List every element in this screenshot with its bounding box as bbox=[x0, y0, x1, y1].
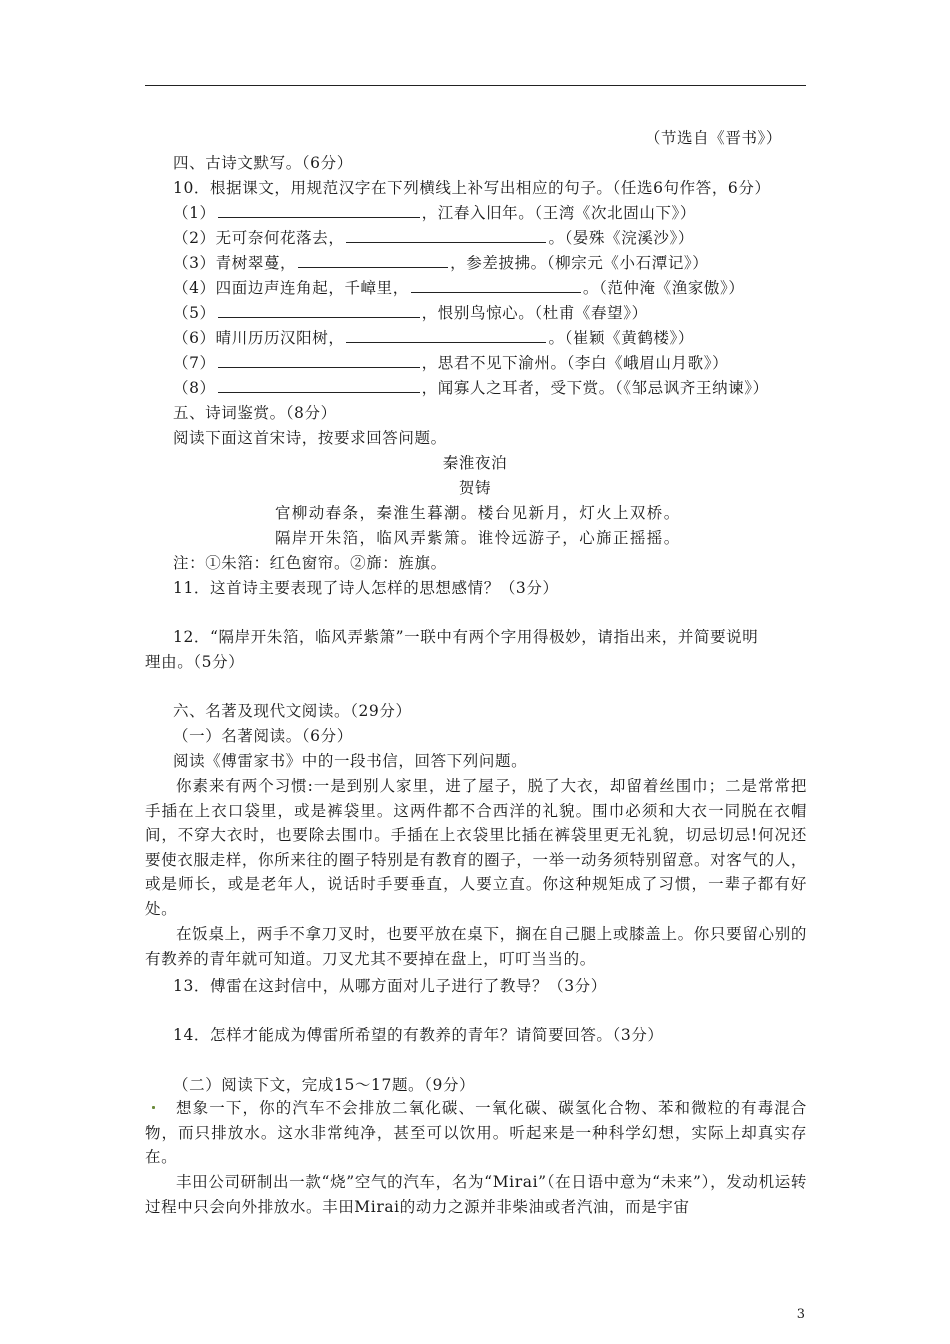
answer-blank-4[interactable] bbox=[411, 278, 581, 293]
fill-item-suffix: ，恨别鸟惊心。（杜甫《春望》） bbox=[421, 304, 648, 322]
essay-paragraph-1: 想象一下，你的汽车不会排放二氧化碳、一氧化碳、碳氢化合物、苯和微粒的有毒混合物，而只排放水。这水非常纯净，甚至可以饮用。听起来是一种科学幻想，实际上却真实存在。 bbox=[145, 1099, 807, 1167]
section-4-title: 四、古诗文默写。（6分） bbox=[173, 154, 353, 172]
fill-item-suffix: 。（晏殊《浣溪沙》） bbox=[548, 229, 694, 247]
source-note: （节选自《晋书》） bbox=[644, 129, 782, 147]
fill-item-prefix: （1） bbox=[173, 204, 216, 222]
fill-item-7 bbox=[173, 353, 728, 373]
answer-blank-8[interactable] bbox=[218, 378, 420, 393]
fill-item-prefix: （5） bbox=[173, 304, 216, 322]
answer-blank-7[interactable] bbox=[218, 353, 420, 368]
fill-item-1 bbox=[173, 203, 696, 223]
page-number: 3 bbox=[796, 1307, 805, 1322]
section-5-title: 五、诗词鉴赏。（8分） bbox=[173, 404, 337, 422]
fill-item-5 bbox=[173, 303, 648, 323]
fill-item-8 bbox=[173, 378, 769, 398]
fill-item-prefix: （7） bbox=[173, 354, 216, 372]
fill-item-prefix: （4）四面边声连角起，千嶂里， bbox=[173, 279, 409, 297]
fill-item-6 bbox=[173, 328, 694, 348]
question-11: 11．这首诗主要表现了诗人怎样的思想感情？（3分） bbox=[173, 579, 559, 597]
reading-intro: 阅读《傅雷家书》中的一段书信，回答下列问题。 bbox=[173, 752, 528, 770]
fill-item-suffix: 。（崔颖《黄鹤楼》） bbox=[548, 329, 694, 347]
fill-item-2 bbox=[173, 228, 694, 248]
question-12-line-2: 理由。（5分） bbox=[145, 653, 245, 671]
question-12-line-1: 12．“隔岸开朱箔，临风弄紫箫”一联中有两个字用得极妙，请指出来，并简要说明 bbox=[173, 628, 759, 646]
section-6-title: 六、名著及现代文阅读。（29分） bbox=[173, 702, 412, 720]
answer-blank-1[interactable] bbox=[218, 203, 420, 218]
letter-paragraph-1: 你素来有两个习惯:一是到别人家里，进了屋子，脱了大衣，却留着丝围巾；二是常常把手插在上衣口袋里，或是裤袋里。这两件都不合西洋的礼貌。围巾必须和大衣一同脱在衣帽间，不穿大衣时，也要除去围巾。手插在上衣袋里比插在裤袋里更无礼貌，切忌切忌!何况还要使衣服走样，你所来往的圈子特别是有教育的圈子，一举一动务须特别留意。对客气的人，或是师长，或是老年人，说话时手要垂直，人要立直。你这种规矩成了习惯，一辈子都有好处。 bbox=[145, 777, 807, 918]
fill-item-suffix: ，江春入旧年。（王湾《次北固山下》） bbox=[421, 204, 696, 222]
poem-line-1: 官柳动春条，秦淮生暮潮。楼台见新月，灯火上双桥。 bbox=[275, 504, 681, 522]
answer-blank-6[interactable] bbox=[346, 328, 546, 343]
poem-note: 注：①朱箔：红色窗帘。②旆：旌旗。 bbox=[173, 554, 447, 572]
question-13: 13．傅雷在这封信中，从哪方面对儿子进行了教导？（3分） bbox=[173, 977, 607, 995]
answer-blank-5[interactable] bbox=[218, 303, 420, 318]
subsection-2-title: （二）阅读下文，完成15～17题。（9分） bbox=[173, 1076, 476, 1094]
letter-paragraph-2: 在饭桌上，两手不拿刀叉时，也要平放在桌下，搁在自己腿上或膝盖上。你只要留心别的有教养的青年就可知道。刀叉尤其不要掉在盘上，叮叮当当的。 bbox=[145, 925, 807, 968]
answer-blank-2[interactable] bbox=[346, 228, 546, 243]
fill-item-prefix: （2）无可奈何花落去， bbox=[173, 229, 345, 247]
question-10: 10．根据课文，用规范汉字在下列横线上补写出相应的句子。（任选6句作答，6分） bbox=[173, 179, 771, 197]
fill-item-suffix: ，参差披拂。（柳宗元《小石潭记》） bbox=[450, 254, 709, 272]
fill-item-suffix: ，思君不见下渝州。（李白《峨眉山月歌》） bbox=[421, 354, 729, 372]
question-14: 14．怎样才能成为傅雷所希望的有教养的青年？请简要回答。（3分） bbox=[173, 1026, 664, 1044]
essay-paragraph-2: 丰田公司研制出一款“烧”空气的汽车，名为“Mirai”（在日语中意为“未来”），发动机运转过程中只会向外排放水。丰田Mirai的动力之源并非柴油或者汽油，而是宇宙 bbox=[145, 1173, 807, 1216]
poem-author: 贺铸 bbox=[458, 479, 492, 497]
poem-intro: 阅读下面这首宋诗，按要求回答问题。 bbox=[173, 429, 447, 447]
poem-title: 秦淮夜泊 bbox=[442, 454, 508, 472]
fill-item-suffix: ，闻寡人之耳者，受下赏。（《邹忌讽齐王纳谏》） bbox=[421, 379, 769, 397]
fill-item-prefix: （6）晴川历历汉阳树， bbox=[173, 329, 345, 347]
fill-item-suffix: 。（范仲淹《渔家傲》） bbox=[582, 279, 745, 297]
subsection-1-title: （一）名著阅读。（6分） bbox=[173, 727, 353, 745]
fill-item-4 bbox=[173, 278, 744, 298]
header-rule bbox=[145, 85, 806, 86]
answer-blank-3[interactable] bbox=[298, 253, 448, 268]
poem-line-2: 隔岸开朱箔，临风弄紫箫。谁怜远游子，心旆正摇摇。 bbox=[275, 529, 681, 547]
fill-item-3 bbox=[173, 253, 708, 273]
fill-item-prefix: （8） bbox=[173, 379, 216, 397]
fill-item-prefix: （3）青树翠蔓， bbox=[173, 254, 297, 272]
